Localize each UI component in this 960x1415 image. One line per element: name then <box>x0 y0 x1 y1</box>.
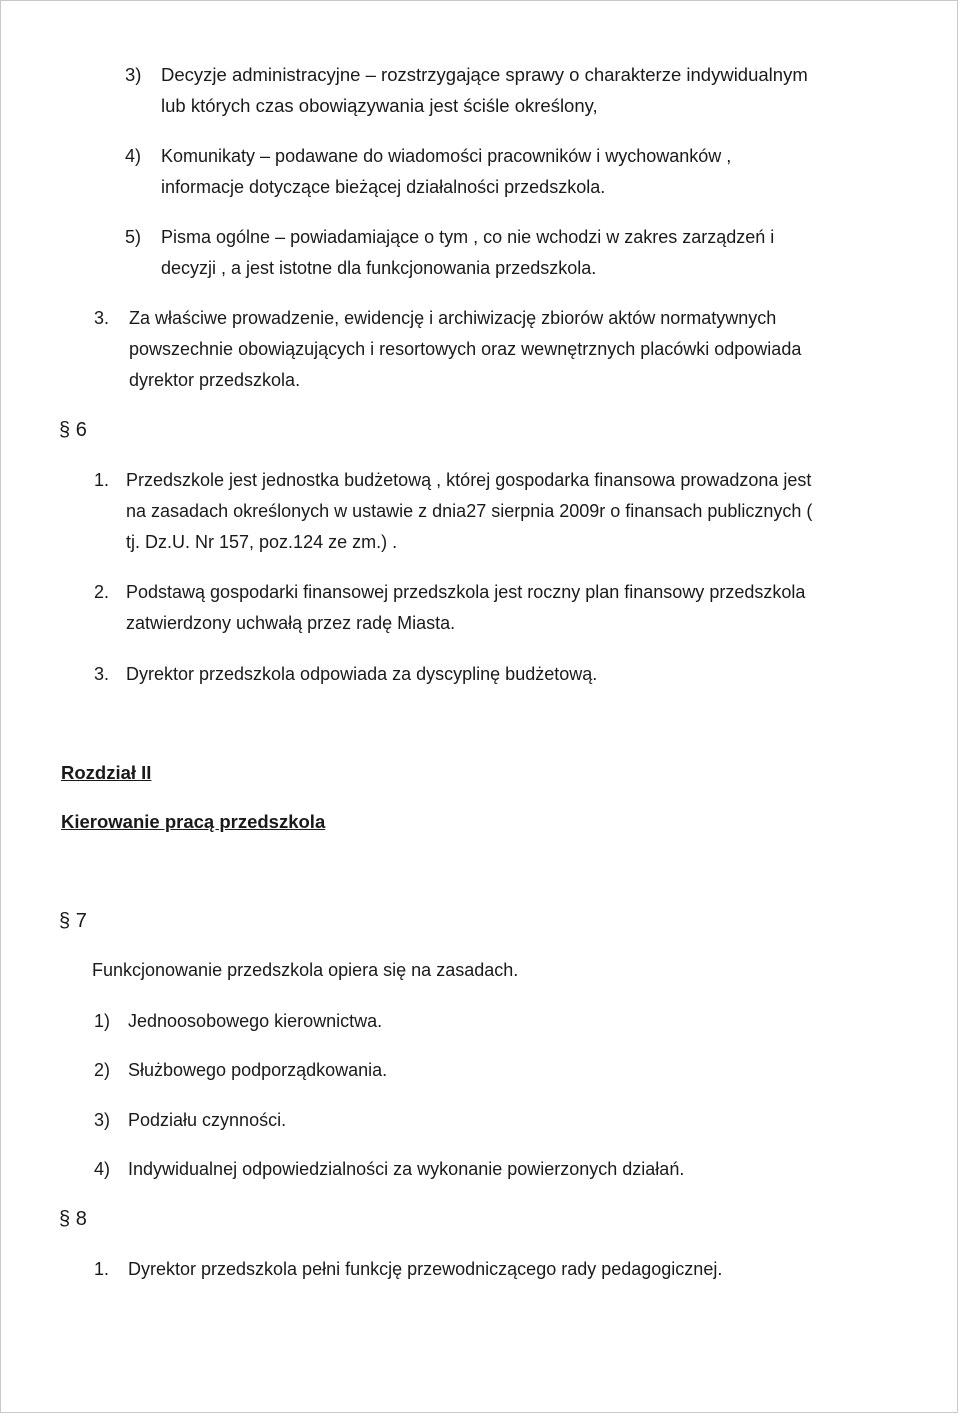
item-number: 3) <box>94 1110 111 1130</box>
point-text-line: Podstawą gospodarki finansowej przedszkola jest roczny plan finansowy przedszkola <box>126 582 806 602</box>
point-text-line: Przedszkole jest jednostka budżetową , której gospodarka finansowa prowadzona jest <box>126 470 812 490</box>
point-number: 2. <box>94 582 110 602</box>
item-text: Indywidualnej odpowiedzialności za wykonanie powierzonych działań. <box>128 1159 685 1179</box>
chapter-title: Rozdział II <box>61 762 152 783</box>
item-text: Jednoosobowego kierownictwa. <box>128 1011 383 1031</box>
paragraph-number: 8 <box>75 1208 87 1230</box>
numbered-point <box>94 659 597 690</box>
item-text: Podziału czynności. <box>128 1110 287 1130</box>
paragraph-number: 6 <box>75 419 87 441</box>
list-item <box>94 1055 387 1086</box>
point-text-line: dyrektor przedszkola. <box>129 370 301 390</box>
list-item <box>125 222 774 284</box>
section-sign-icon: § <box>59 419 71 441</box>
point-text-line: na zasadach określonych w ustawie z dnia27 sierpnia 2009r o finansach publicznych ( <box>126 501 813 521</box>
point-number: 1. <box>94 470 110 490</box>
point-number: 3. <box>94 664 110 684</box>
item-number: 3) <box>125 64 142 85</box>
paragraph-number: 7 <box>75 910 87 932</box>
numbered-point <box>94 1254 722 1285</box>
item-number: 4) <box>125 146 142 166</box>
numbered-point <box>94 577 805 639</box>
item-number: 1) <box>94 1011 111 1031</box>
list-item <box>94 1006 382 1037</box>
list-item <box>94 1154 684 1185</box>
chapter-subtitle: Kierowanie pracą przedszkola <box>61 811 326 832</box>
point-text-line: zatwierdzony uchwałą przez radę Miasta. <box>126 613 456 633</box>
item-text-line: decyzji , a jest istotne dla funkcjonowania przedszkola. <box>161 258 597 278</box>
item-number: 2) <box>94 1060 111 1080</box>
intro-text: Funkcjonowanie przedszkola opiera się na zasadach. <box>92 960 519 980</box>
point-number: 1. <box>94 1259 110 1279</box>
list-item <box>94 1105 286 1136</box>
list-item <box>125 141 731 203</box>
point-text-line: Za właściwe prowadzenie, ewidencję i archiwizację zbiorów aktów normatywnych <box>129 308 777 328</box>
item-text-line: informacje dotyczące bieżącej działalności przedszkola. <box>161 177 606 197</box>
paragraph-mark <box>59 906 87 936</box>
point-text-line: powszechnie obowiązujących i resortowych oraz wewnętrznych placówki odpowiada <box>129 339 802 359</box>
section-sign-icon: § <box>59 1208 71 1230</box>
point-text-line: Dyrektor przedszkola odpowiada za dyscyplinę budżetową. <box>126 664 598 684</box>
item-number: 4) <box>94 1159 111 1179</box>
numbered-point <box>94 465 812 558</box>
item-text-line: Decyzje administracyjne – rozstrzygające sprawy o charakterze indywidualnym <box>161 64 808 85</box>
list-item <box>125 59 808 121</box>
paragraph-mark <box>59 415 87 445</box>
point-text-line: tj. Dz.U. Nr 157, poz.124 ze zm.) . <box>126 532 398 552</box>
paragraph-mark <box>59 1204 87 1234</box>
item-text-line: Komunikaty – podawane do wiadomości pracowników i wychowanków , <box>161 146 732 166</box>
item-text-line: Pisma ogólne – powiadamiające o tym , co nie wchodzi w zakres zarządzeń i <box>161 227 775 247</box>
item-text: Służbowego podporządkowania. <box>128 1060 388 1080</box>
numbered-point <box>94 303 801 396</box>
point-number: 3. <box>94 308 110 328</box>
section-sign-icon: § <box>59 910 71 932</box>
item-number: 5) <box>125 227 142 247</box>
item-text-line: lub których czas obowiązywania jest ściśle określony, <box>161 95 598 116</box>
point-text: Dyrektor przedszkola pełni funkcję przewodniczącego rady pedagogicznej. <box>128 1259 723 1279</box>
